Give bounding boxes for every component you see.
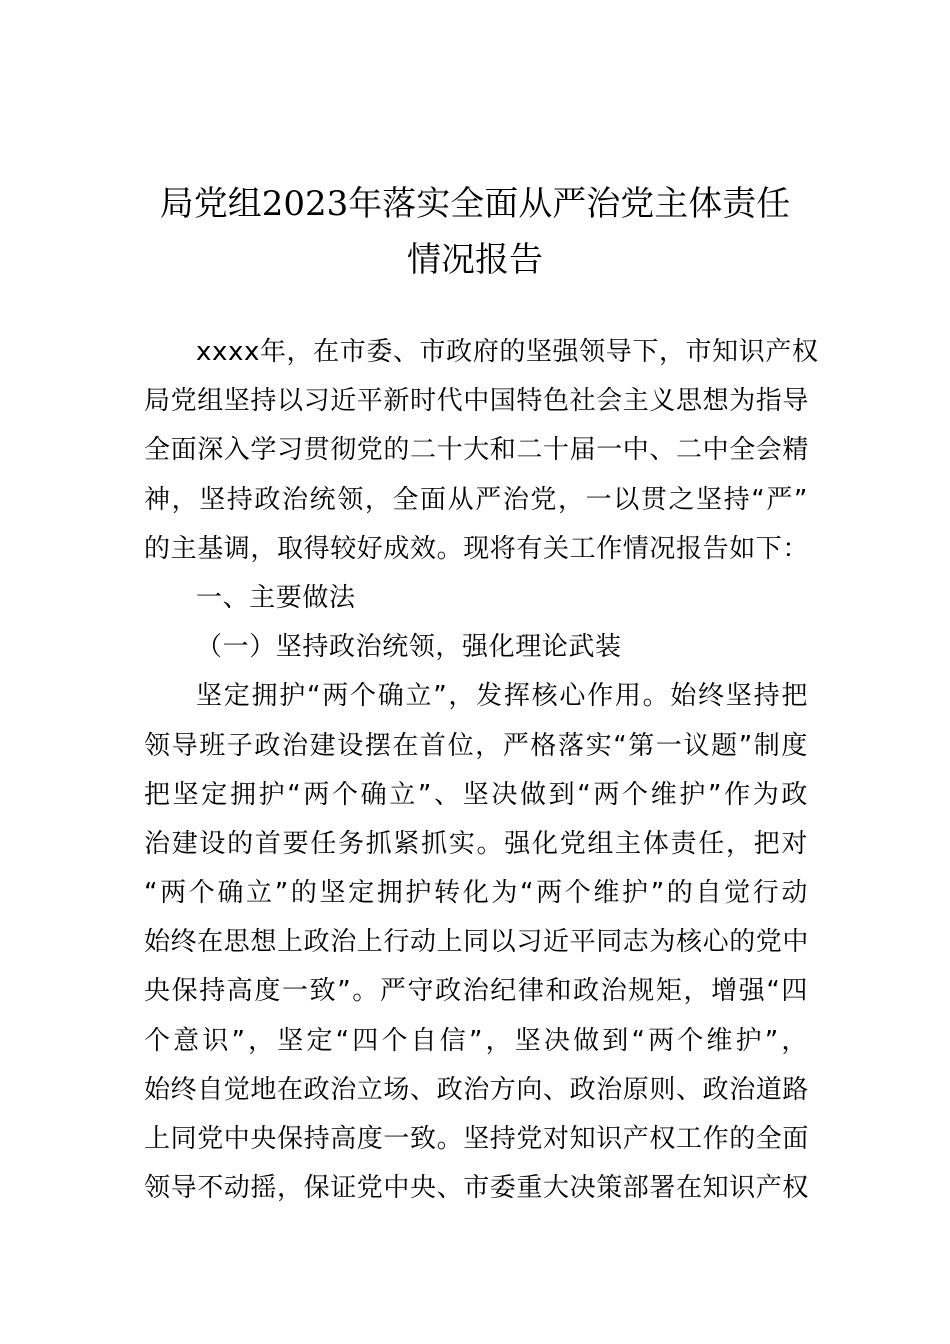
paragraph-line: 领导班子政治建设摆在首位，严格落实“第一议题”制度 <box>144 730 808 761</box>
paragraph-line: xxxx年，在市委、市政府的坚强领导下，市知识产权 <box>196 337 819 367</box>
title-line: 情况报告 <box>407 240 543 280</box>
document-title <box>100 176 850 288</box>
title-line: 局党组2023年落实全面从严治党主体责任 <box>159 184 791 224</box>
paragraph-line: 局党组坚持以习近平新时代中国特色社会主义思想为指导 <box>144 386 810 417</box>
document-body <box>144 328 819 1213</box>
paragraph-line: 个意识”，坚定“四个自信”，坚决做到“两个维护”， <box>144 1025 808 1056</box>
paragraph-line: 央保持高度一致”。严守政治纪律和政治规矩，增强“四 <box>144 976 808 1007</box>
paragraph-line: 始终在思想上政治上行动上同以习近平同志为核心的党中 <box>144 927 810 958</box>
paragraph-line: 治建设的首要任务抓紧抓实。强化党组主体责任，把对 <box>144 828 808 859</box>
paragraph-line: 始终自觉地在政治立场、政治方向、政治原则、政治道路 <box>144 1074 810 1105</box>
paragraph-line: 把坚定拥护“两个确立”、坚决做到“两个维护”作为政 <box>144 779 808 810</box>
paragraph-line: 的主基调，取得较好成效。现将有关工作情况报告如下： <box>144 533 810 564</box>
paragraph-line: 坚定拥护“两个确立”，发挥核心作用。始终坚持把 <box>196 681 808 712</box>
paragraph-line: 领导不动摇，保证党中央、市委重大决策部署在知识产权 <box>144 1173 810 1204</box>
paragraph-line: “两个确立”的坚定拥护转化为“两个维护”的自觉行动 <box>144 878 808 909</box>
paragraph-line: 神，坚持政治统领，全面从严治党，一以贯之坚持“严” <box>144 484 808 515</box>
subsection-heading: （一）坚持政治统领，强化理论武装 <box>196 632 622 663</box>
paragraph-line: 上同党中央保持高度一致。坚持党对知识产权工作的全面 <box>144 1124 810 1154</box>
paragraph-line: 全面深入学习贯彻党的二十大和二十届一中、二中全会精 <box>144 435 810 466</box>
section-heading: 一、主要做法 <box>196 582 356 613</box>
